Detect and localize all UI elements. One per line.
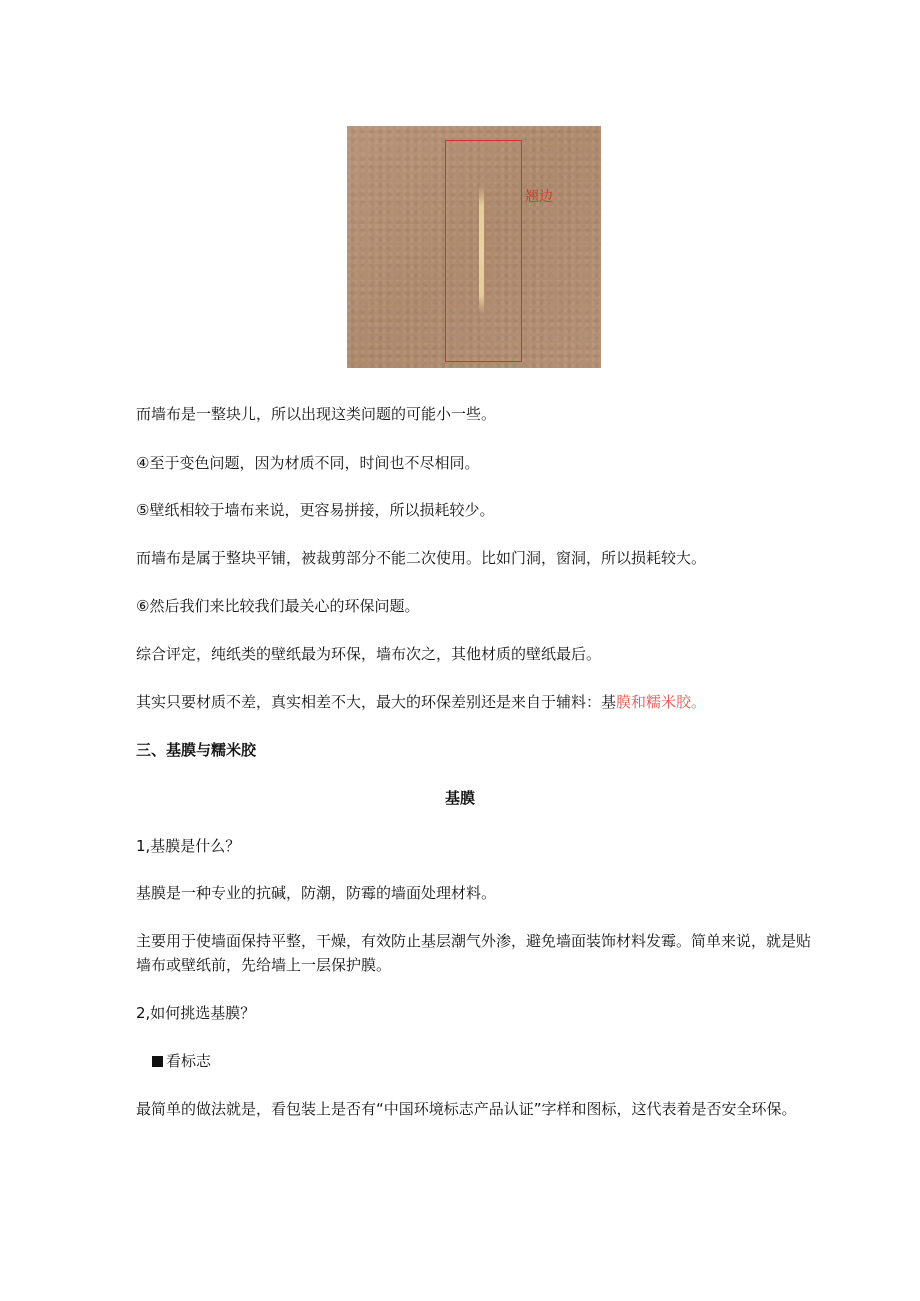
paragraph: 综合评定，纯纸类的壁纸最为环保，墙布次之，其他材质的壁纸最后。	[136, 645, 602, 663]
square-bullet-icon	[152, 1056, 163, 1067]
paragraph	[136, 690, 816, 714]
paragraph: 基膜是一种专业的抗碱，防潮，防霉的墙面处理材料。	[136, 884, 497, 902]
bullet-text: 看标志	[166, 1052, 212, 1070]
paragraph: 而墙布是一整块儿，所以出现这类问题的可能小一些。	[136, 405, 497, 423]
bullet-item	[152, 1049, 832, 1073]
question: 2,如何挑选基膜？	[136, 1004, 256, 1022]
paragraph: ④至于变色问题，因为材质不同，时间也不尽相同。	[136, 454, 480, 472]
centered-heading: 基膜	[444, 789, 475, 807]
paragraph: 而墙布是属于整块平铺，被裁剪部分不能二次使用。比如门洞，窗洞，所以损耗较大。	[136, 549, 707, 567]
section-heading: 三、基膜与糯米胶	[136, 741, 257, 759]
paragraph-text: 其实只要材质不差，真实相差不大，最大的环保差别还是来自于辅料：基	[136, 693, 617, 711]
paragraph: 最简单的做法就是，看包装上是否有“中国环境标志产品认证”字样和图标，这代表着是否安全环保。	[136, 1100, 797, 1118]
question: 1,基膜是什么？	[136, 837, 241, 855]
paragraph: ⑤壁纸相较于墙布来说，更容易拼接，所以损耗较少。	[136, 501, 495, 519]
paragraph: 主要用于使墙面保持平整，干燥，有效防止基层潮气外渗，避免墙面装饰材料发霉。简单来说，就是贴墙布或壁纸前，先给墙上一层保护膜。	[136, 932, 812, 974]
paragraph: ⑥然后我们来比较我们最关心的环保问题。	[136, 597, 420, 615]
figure-label: 翘边	[525, 189, 553, 205]
wallpaper-edge-photo	[347, 126, 601, 368]
highlight-box	[445, 140, 522, 362]
highlighted-text: 膜和糯米胶。	[616, 693, 707, 711]
